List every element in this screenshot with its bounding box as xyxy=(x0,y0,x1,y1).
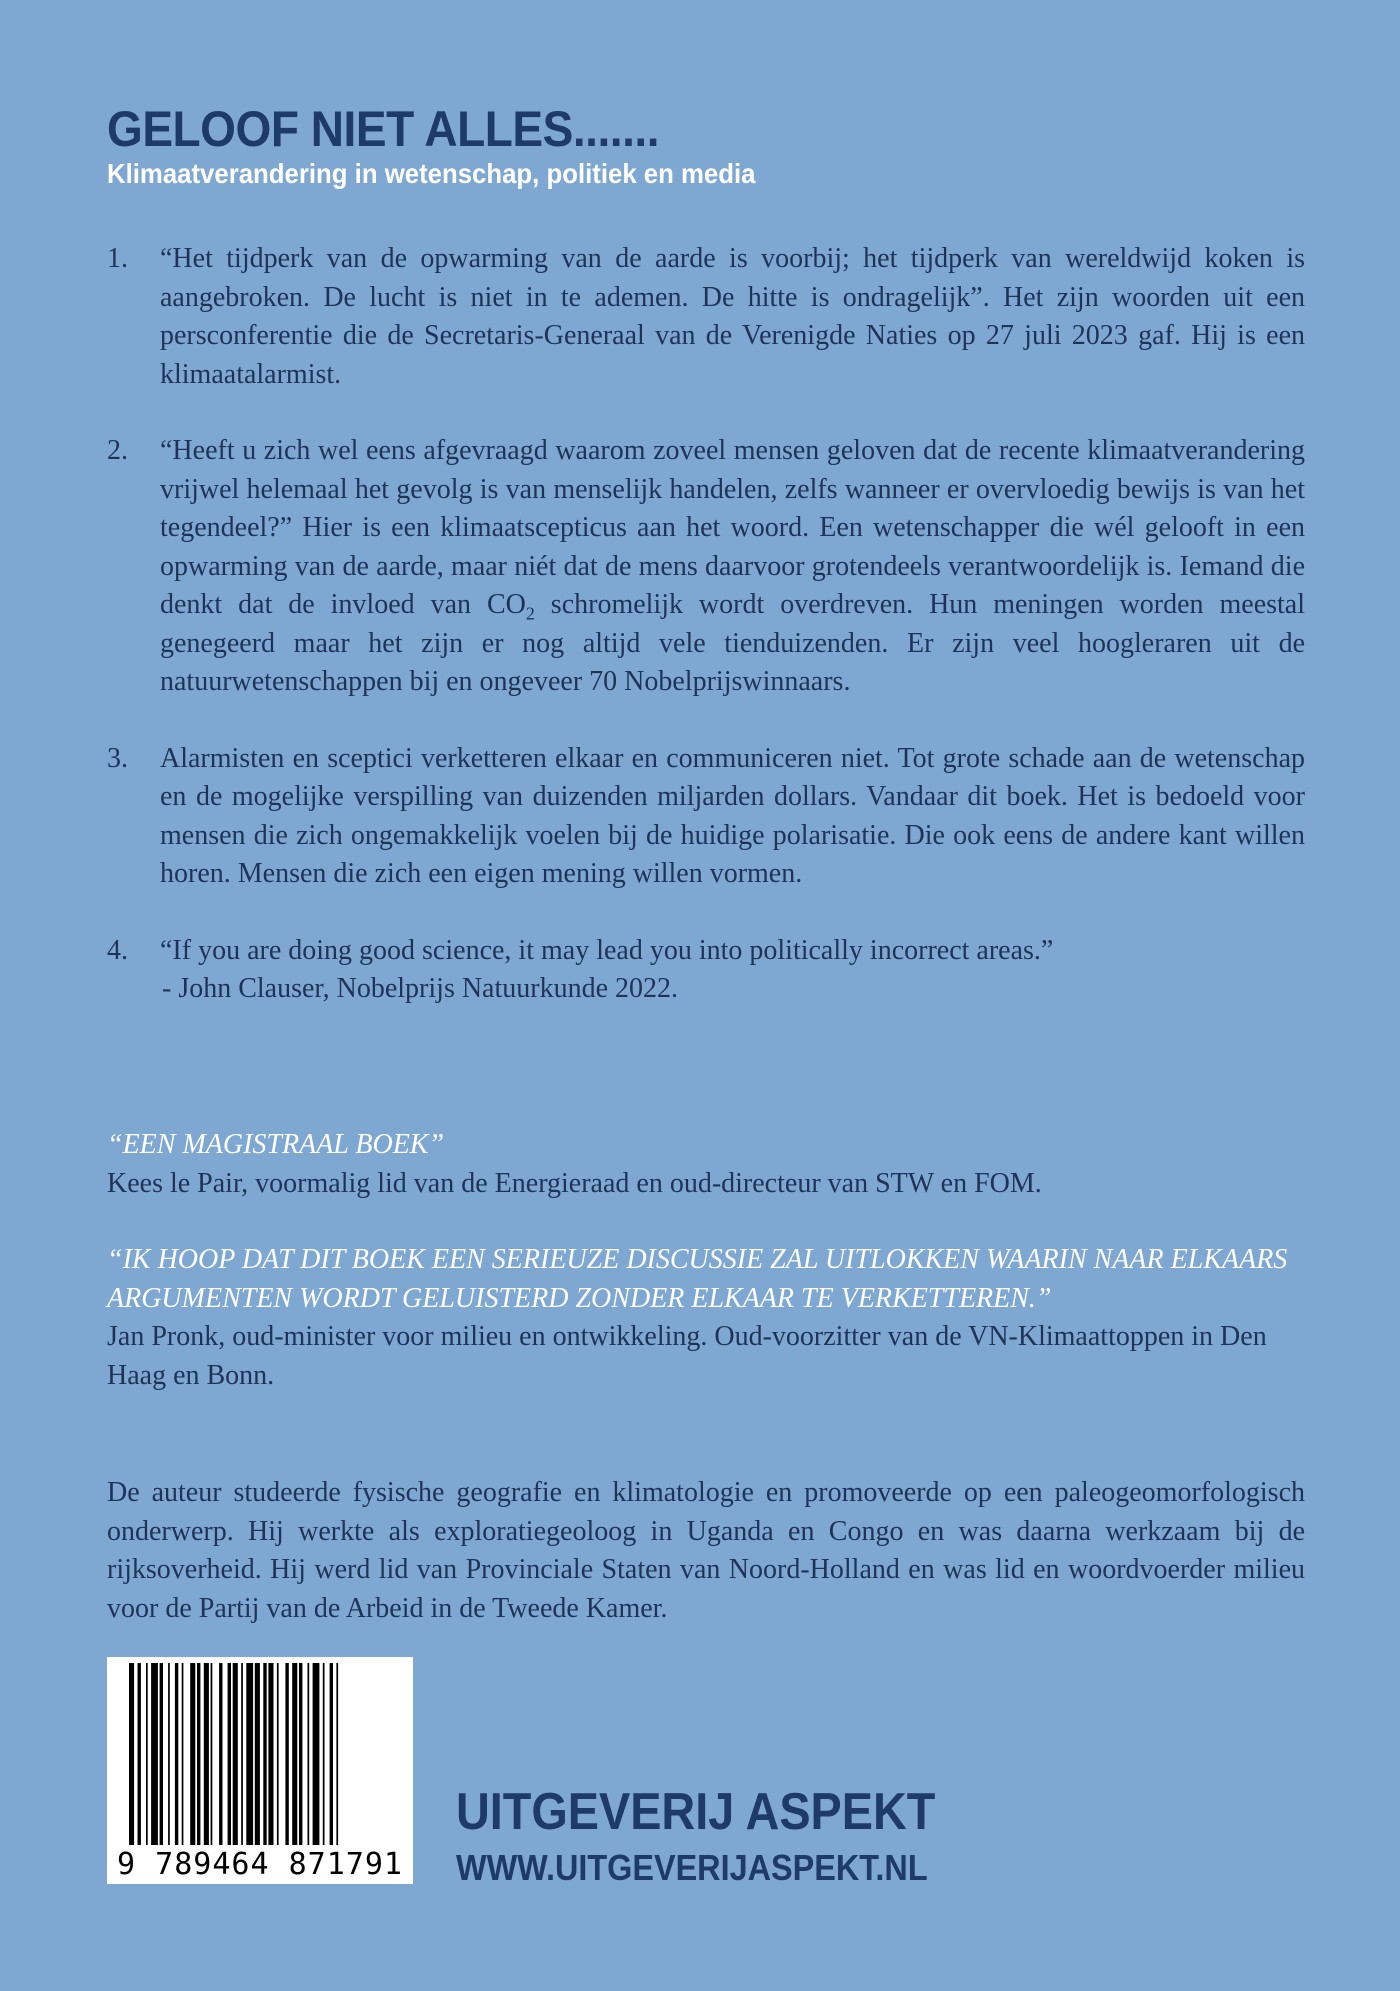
barcode-bar xyxy=(182,1663,184,1845)
barcode-bar xyxy=(323,1663,325,1845)
barcode-bar xyxy=(160,1663,163,1845)
barcode-bar xyxy=(268,1663,273,1845)
barcode-bar xyxy=(228,1663,231,1845)
review-author: Jan Pronk, oud-minister voor milieu en ontwikkeling. Oud-voorzitter van de VN-Klimaattoppen in Den Haag en Bonn. xyxy=(107,1321,1267,1391)
reviews-section xyxy=(107,1126,1305,1433)
barcode-bar xyxy=(285,1663,288,1845)
key-points-list xyxy=(107,240,1305,1047)
list-item xyxy=(107,932,1305,1009)
publisher-name: UITGEVERIJ ASPEKT xyxy=(456,1783,936,1841)
barcode-bar xyxy=(255,1663,260,1845)
barcode-bar xyxy=(246,1663,253,1845)
list-item xyxy=(107,432,1305,702)
review-quote: “IK HOOP DAT DIT BOEK EEN SERIEUZE DISCUSSIE ZAL UITLOKKEN WAARIN NAAR ELKAARS ARGUMENTEN WORDT GELUISTERD ZONDER ELKAAR TE VERKETTEREN.” xyxy=(107,1244,1288,1314)
barcode-bar xyxy=(146,1663,148,1845)
barcode-bar xyxy=(292,1663,297,1845)
barcode-bar xyxy=(190,1663,195,1845)
list-item xyxy=(107,240,1305,394)
barcode-bar xyxy=(263,1663,266,1845)
barcode-bar xyxy=(233,1663,238,1845)
barcode-bar xyxy=(175,1663,178,1845)
book-title: GELOOF NIET ALLES....... xyxy=(107,101,660,157)
co2-subscript: 2 xyxy=(525,603,535,624)
item-number: 4. xyxy=(107,934,128,966)
barcode-bar xyxy=(211,1663,213,1845)
review-quote: “EEN MAGISTRAAL BOEK” xyxy=(107,1129,445,1160)
review xyxy=(107,1126,1305,1203)
review-author: Kees le Pair, voormalig lid van de Energieraad en oud-directeur van STW en FOM. xyxy=(107,1167,1042,1199)
item-number: 3. xyxy=(107,742,128,774)
author-bio: De auteur studeerde fysische geografie en klimatologie en promoveerde op een paleogeomorfologisch onderwerp. Hij werkte als exploratiegeoloog in Uganda en Congo en was daarna werkzaam bij de rijksoverheid. Hij werd lid van Provinciale Staten van Noord-Holland en was lid en woordvoerder milieu voor de Partij van de Arbeid in de Tweede Kamer. xyxy=(107,1477,1305,1624)
barcode-bar xyxy=(330,1663,333,1845)
item-text: “Het tijdperk van de opwarming van de aarde is voorbij; het tijdperk van wereldwijd koken is aangebroken. De lucht is niet in te ademen. De hitte is ondragelijk”. Het zijn woorden uit een persconferentie die de Secretaris-Generaal van de Verenigde Naties op 27 juli 2023 gaf. Hij is een klimaatalarmist. xyxy=(160,243,1305,390)
barcode-bar xyxy=(336,1663,338,1845)
barcode-bar xyxy=(204,1663,209,1845)
item-text-part: “Heeft u zich wel eens afgevraagd waarom zoveel mensen geloven dat de recente klimaatverandering vrijwel helemaal het gevolg is van menselijk handelen, zelfs wanneer er overvloedig bewijs is van het tegendeel?” Hier is een klimaatscepticus aan het woord. Een wetenschapper die wél gelooft in een opwarming van de aarde, maar niét dat de mens daarvoor grotendeels verantwoordelijk is. Iemand die denkt dat de invloed van CO xyxy=(160,435,1305,620)
item-text-part: schromelijk wordt overdreven. Hun meningen worden meestal genegeerd maar het zijn er nog altijd vele tienduizenden. Er zijn veel hoogleraren uit de natuurwetenschappen bij en ongeveer 70 Nobelprijswinnaars. xyxy=(160,589,1306,697)
barcode-bar xyxy=(129,1663,134,1845)
item-number: 1. xyxy=(107,243,128,274)
barcode-bar xyxy=(151,1663,158,1845)
barcode-bar xyxy=(308,1663,310,1845)
item-text: Alarmisten en sceptici verketteren elkaar en communiceren niet. Tot grote schade aan de wetenschap en de mogelijke verspilling van duizenden miljarden dollars. Vandaar dit boek. Het is bedoeld voor mensen die zich ongemakkelijk voelen bij de huidige polarisatie. Die ook eens de andere kant willen horen. Mensen die zich een eigen mening willen vormen. xyxy=(160,742,1305,889)
barcode-bar xyxy=(313,1663,320,1845)
quote-text: “If you are doing good science, it may lead you into politically incorrect areas.” xyxy=(160,934,1054,966)
book-subtitle: Klimaatverandering in wetenschap, politiek en media xyxy=(107,158,756,189)
review xyxy=(107,1241,1305,1395)
list-item xyxy=(107,740,1305,894)
item-number: 2. xyxy=(107,435,128,466)
barcode-bar xyxy=(299,1663,302,1845)
barcode-bar xyxy=(138,1663,141,1845)
barcode-bar xyxy=(168,1663,170,1845)
isbn-digits: 9 789464 871791 xyxy=(107,1848,413,1882)
barcode-bar xyxy=(277,1663,279,1845)
barcode-bar xyxy=(241,1663,243,1845)
isbn-barcode xyxy=(107,1657,413,1884)
item-text xyxy=(160,435,1305,697)
barcode-bar xyxy=(219,1663,222,1845)
quote-attribution: - John Clauser, Nobelprijs Natuurkunde 2022. xyxy=(162,973,679,1004)
barcode-bar xyxy=(197,1663,200,1845)
publisher-website: WWW.UITGEVERIJASPEKT.NL xyxy=(456,1847,928,1888)
